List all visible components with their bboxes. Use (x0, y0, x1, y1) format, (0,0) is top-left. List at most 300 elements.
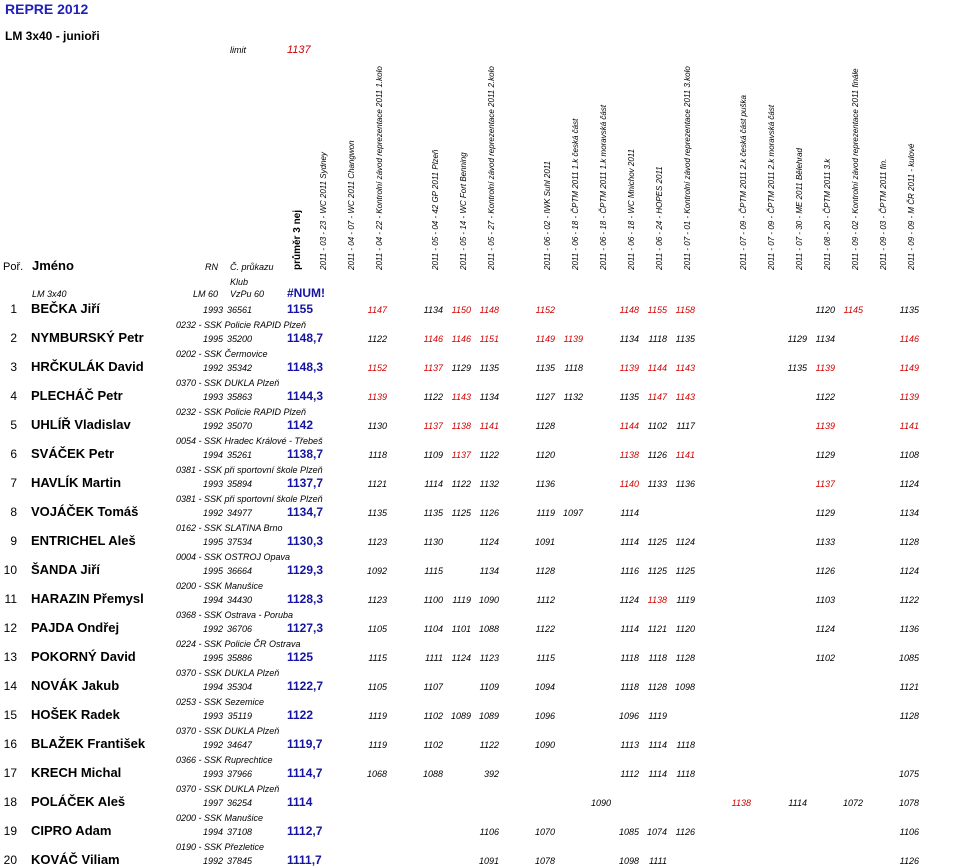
score-value: 1138 (647, 595, 667, 605)
club-name: 0370 - SSK DUKLA Plzeň (176, 726, 280, 736)
score-value: 1122 (451, 479, 471, 489)
rank-cell: 9 (10, 534, 17, 548)
shooter-name: HRČKULÁK David (31, 359, 144, 374)
rank-cell: 5 (10, 418, 17, 432)
shooter-name: BLAŽEK František (31, 736, 146, 751)
score-value: 1111 (648, 856, 667, 866)
score-value: 1118 (368, 450, 387, 460)
rank-cell: 2 (10, 331, 17, 345)
birth-year: 1995 (203, 334, 224, 344)
score-value: 1130 (367, 421, 387, 431)
score-value: 1119 (676, 595, 695, 605)
year-header: RN (205, 262, 218, 272)
page-title: REPRE 2012 (5, 1, 89, 17)
score-value: 1124 (675, 537, 695, 547)
score-value: 1139 (815, 363, 835, 373)
score-value: 1119 (452, 595, 471, 605)
score-value: 1108 (899, 450, 919, 460)
birth-year: 1992 (203, 856, 224, 866)
score-value: 1132 (563, 392, 583, 402)
score-value: 1121 (899, 682, 919, 692)
score-value: 1104 (423, 624, 443, 634)
score-value: 1146 (451, 334, 471, 344)
score-value: 1121 (367, 479, 387, 489)
score-value: 1128 (535, 421, 555, 431)
score-value: 1135 (367, 508, 387, 518)
score-value: 1123 (367, 595, 387, 605)
score-value: 1109 (423, 450, 443, 460)
score-value: 1128 (899, 711, 919, 721)
score-value: 1141 (675, 450, 695, 460)
rank-cell: 11 (4, 592, 17, 606)
score-value: 1119 (368, 711, 387, 721)
score-value: 1152 (535, 305, 555, 315)
shooter-name: HAVLÍK Martin (31, 475, 122, 490)
club-name: 0232 - SSK Policie RAPID Plzeň (176, 320, 307, 330)
score-value: 1105 (367, 624, 387, 634)
card-number-value: 36561 (226, 305, 252, 315)
score-value: 1125 (451, 508, 471, 518)
club-name: 0381 - SSK při sportovní škole Plzeň (176, 465, 323, 475)
score-value: 1125 (675, 566, 695, 576)
score-value: 1150 (451, 305, 471, 315)
score-value: 1143 (675, 363, 695, 373)
score-value: 1138 (731, 798, 751, 808)
score-value: 1111 (424, 653, 443, 663)
score-value: 1158 (675, 305, 695, 315)
score-value: 1090 (478, 595, 499, 605)
birth-year: 1994 (203, 450, 224, 460)
average-score: 1125 (287, 650, 314, 664)
score-value: 1135 (619, 392, 639, 402)
score-value: 1124 (899, 566, 919, 576)
score-value: 1119 (648, 711, 667, 721)
score-value: 1114 (620, 537, 639, 547)
score-value: 1118 (620, 653, 639, 663)
score-value: 1144 (619, 421, 639, 431)
birth-year: 1992 (203, 508, 224, 518)
score-value: 1151 (479, 334, 499, 344)
score-value: 1129 (451, 363, 471, 373)
score-value: 1133 (815, 537, 835, 547)
birth-year: 1993 (203, 305, 224, 315)
score-value: 1096 (618, 711, 639, 721)
score-value: 1134 (479, 566, 499, 576)
score-value: 1078 (898, 798, 919, 808)
birth-year: 1994 (203, 682, 224, 692)
score-value: 1122 (423, 392, 443, 402)
shooter-name: NYMBURSKÝ Petr (31, 330, 144, 345)
club-name: 0190 - SSK Přezletice (176, 842, 265, 852)
average-score: 1134,7 (287, 505, 324, 519)
card-number-value: 35894 (226, 479, 252, 489)
score-value: 1102 (423, 740, 443, 750)
score-value: 1136 (899, 624, 919, 634)
score-value: 1119 (368, 740, 387, 750)
score-value: 1122 (479, 450, 499, 460)
score-value: 1128 (535, 566, 555, 576)
score-value: 1092 (366, 566, 387, 576)
score-value: 1136 (675, 479, 695, 489)
score-value: 1106 (899, 827, 919, 837)
score-value: 1107 (423, 682, 443, 692)
vzpu-label: VzPu 60 (230, 289, 265, 299)
score-value: 1105 (367, 682, 387, 692)
score-value: 1116 (620, 566, 639, 576)
rank-cell: 13 (3, 650, 17, 664)
score-value: 1130 (423, 537, 443, 547)
birth-year: 1993 (203, 711, 224, 721)
score-value: 1102 (423, 711, 443, 721)
score-value: 1088 (422, 769, 443, 779)
birth-year: 1993 (203, 769, 224, 779)
birth-year: 1995 (203, 653, 224, 663)
club-name: 0054 - SSK Hradec Králové - Třebeš (176, 436, 323, 446)
score-value: 1132 (479, 479, 499, 489)
score-value: 1118 (564, 363, 583, 373)
average-score: 1122 (287, 708, 314, 722)
card-number-value: 35886 (226, 653, 252, 663)
shooter-name: BEČKA Jiří (31, 301, 100, 316)
shooter-name: HARAZIN Přemysl (31, 591, 144, 606)
score-value: 1124 (815, 624, 835, 634)
average-score: 1119,7 (287, 737, 323, 751)
score-value: 1126 (675, 827, 695, 837)
score-value: 1155 (647, 305, 667, 315)
score-value: 1126 (815, 566, 835, 576)
birth-year: 1992 (203, 421, 224, 431)
score-value: 1094 (534, 682, 555, 692)
score-value: 1133 (647, 479, 667, 489)
average-score: 1144,3 (287, 389, 324, 403)
card-number-value: 37845 (226, 856, 252, 866)
score-value: 1143 (675, 392, 695, 402)
score-value: 1120 (535, 450, 555, 460)
rank-cell: 19 (3, 824, 17, 838)
score-value: 1134 (423, 305, 443, 315)
rank-cell: 3 (10, 360, 17, 374)
score-value: 1139 (563, 334, 583, 344)
score-value: 1138 (451, 421, 471, 431)
score-value: 1122 (899, 595, 919, 605)
card-number-value: 37966 (226, 769, 252, 779)
birth-year: 1992 (203, 740, 224, 750)
score-value: 1138 (619, 450, 639, 460)
card-number-value: 35342 (226, 363, 252, 373)
lm60-label: LM 60 (193, 289, 219, 299)
score-value: 1085 (898, 653, 919, 663)
club-header: Klub (230, 277, 249, 287)
card-number-value: 34647 (226, 740, 252, 750)
score-value: 1114 (648, 740, 667, 750)
score-value: 1088 (478, 624, 499, 634)
score-value: 1096 (534, 711, 555, 721)
club-name: 0370 - SSK DUKLA Plzeň (176, 784, 280, 794)
score-value: 1090 (590, 798, 611, 808)
score-value: 1134 (619, 334, 639, 344)
score-value: 1098 (674, 682, 695, 692)
score-value: 1112 (620, 769, 639, 779)
score-value: 1115 (536, 653, 555, 663)
score-value: 1118 (676, 740, 695, 750)
score-value: 1089 (450, 711, 471, 721)
score-value: 1126 (479, 508, 499, 518)
num-error-cell: #NUM! (287, 286, 325, 300)
score-value: 1124 (899, 479, 919, 489)
birth-year: 1993 (203, 479, 224, 489)
score-value: 1139 (619, 363, 639, 373)
rank-cell: 10 (3, 563, 17, 577)
score-value: 1114 (424, 479, 443, 489)
club-name: 0366 - SSK Ruprechtice (176, 755, 273, 765)
rank-cell: 4 (10, 389, 17, 403)
average-score: 1122,7 (287, 679, 324, 693)
score-value: 1126 (647, 450, 667, 460)
birth-year: 1995 (203, 566, 224, 576)
score-value: 1114 (620, 508, 639, 518)
club-name: 0202 - SSK Čermovice (176, 349, 268, 359)
average-score: 1127,3 (287, 621, 324, 635)
rank-header: Poř. (3, 261, 24, 273)
birth-year: 1992 (203, 624, 224, 634)
club-name: 0162 - SSK SLATINA Brno (176, 523, 283, 533)
score-value: 1137 (423, 363, 443, 373)
average-score: 1138,7 (287, 447, 324, 461)
average-score: 1114 (287, 795, 313, 809)
shooter-name: POLÁČEK Aleš (31, 794, 126, 809)
discipline-title: LM 3x40 - junioři (5, 29, 100, 43)
card-header: Č. průkazu (230, 262, 274, 272)
rank-cell: 18 (3, 795, 17, 809)
score-value: 392 (483, 769, 499, 779)
rank-cell: 8 (10, 505, 17, 519)
score-value: 1112 (536, 595, 555, 605)
discipline-label: LM 3x40 (32, 289, 67, 299)
score-value: 1122 (367, 334, 387, 344)
average-score: 1112,7 (287, 824, 323, 838)
score-value: 1102 (647, 421, 667, 431)
score-value: 1119 (536, 508, 555, 518)
score-value: 1145 (843, 305, 863, 315)
limit-value: 1137 (287, 44, 311, 56)
score-value: 1078 (534, 856, 555, 866)
score-value: 1134 (899, 508, 919, 518)
score-value: 1113 (620, 740, 639, 750)
card-number-value: 37108 (226, 827, 252, 837)
rank-cell: 7 (10, 476, 17, 490)
average-score: 1137,7 (287, 476, 324, 490)
rank-cell: 1 (10, 302, 17, 316)
rank-cell: 16 (3, 737, 17, 751)
score-value: 1129 (815, 450, 835, 460)
score-value: 1091 (478, 856, 499, 866)
score-value: 1127 (535, 392, 555, 402)
birth-year: 1997 (203, 798, 224, 808)
score-value: 1128 (647, 682, 667, 692)
rank-cell: 6 (10, 447, 17, 461)
score-value: 1124 (479, 537, 499, 547)
score-value: 1101 (451, 624, 471, 634)
club-name: 0224 - SSK Policie ČR Ostrava (176, 639, 301, 649)
name-header: Jméno (32, 258, 74, 273)
club-name: 0368 - SSK Ostrava - Poruba (176, 610, 294, 620)
card-number-value: 35261 (226, 450, 252, 460)
score-value: 1137 (423, 421, 443, 431)
score-value: 1139 (367, 392, 387, 402)
score-value: 1122 (815, 392, 835, 402)
score-value: 1129 (787, 334, 807, 344)
score-value: 1129 (815, 508, 835, 518)
card-number-value: 35304 (226, 682, 252, 692)
card-number-value: 36254 (226, 798, 252, 808)
birth-year: 1994 (203, 827, 224, 837)
average-score: 1142 (287, 418, 314, 432)
score-value: 1118 (620, 682, 639, 692)
rank-cell: 14 (3, 679, 17, 693)
score-value: 1114 (788, 798, 807, 808)
average-score: 1130,3 (287, 534, 324, 548)
shooter-name: HOŠEK Radek (31, 707, 120, 722)
card-number-value: 37534 (226, 537, 252, 547)
score-value: 1136 (535, 479, 555, 489)
shooter-name: VOJÁČEK Tomáš (31, 504, 139, 519)
rank-cell: 12 (3, 621, 17, 635)
card-number-value: 35863 (226, 392, 252, 402)
club-name: 0370 - SSK DUKLA Plzeň (176, 378, 280, 388)
birth-year: 1992 (203, 363, 224, 373)
shooter-name: ENTRICHEL Aleš (31, 533, 136, 548)
score-value: 1100 (423, 595, 443, 605)
card-number-value: 34430 (226, 595, 252, 605)
club-name: 0200 - SSK Manušice (176, 813, 264, 823)
score-value: 1117 (676, 421, 695, 431)
score-value: 1089 (478, 711, 499, 721)
average-score: 1148,7 (287, 331, 324, 345)
score-value: 1123 (367, 537, 387, 547)
score-value: 1147 (647, 392, 667, 402)
score-value: 1143 (451, 392, 471, 402)
limit-label: limit (230, 45, 246, 55)
score-value: 1103 (815, 595, 835, 605)
score-value: 1146 (423, 334, 443, 344)
shooter-name: ŠANDA Jiří (31, 562, 100, 577)
score-value: 1114 (620, 624, 639, 634)
score-value: 1128 (899, 537, 919, 547)
score-value: 1134 (815, 334, 835, 344)
score-value: 1125 (647, 566, 667, 576)
average-score: 1114,7 (287, 766, 323, 780)
score-value: 1074 (646, 827, 667, 837)
score-value: 1147 (367, 305, 387, 315)
score-value: 1090 (534, 740, 555, 750)
score-value: 1135 (787, 363, 807, 373)
card-number-value: 35070 (226, 421, 252, 431)
club-name: 0232 - SSK Policie RAPID Plzeň (176, 407, 307, 417)
score-value: 1070 (534, 827, 555, 837)
card-number-value: 35200 (226, 334, 252, 344)
score-value: 1135 (675, 334, 695, 344)
score-value: 1124 (619, 595, 639, 605)
score-value: 1068 (366, 769, 387, 779)
score-value: 1118 (648, 653, 667, 663)
score-value: 1134 (479, 392, 499, 402)
score-value: 1135 (479, 363, 499, 373)
shooter-name: UHLÍŘ Vladislav (31, 417, 131, 432)
club-name: 0381 - SSK při sportovní škole Plzeň (176, 494, 323, 504)
score-value: 1137 (451, 450, 471, 460)
score-value: 1115 (368, 653, 387, 663)
rank-cell: 17 (3, 766, 17, 780)
shooter-name: NOVÁK Jakub (31, 678, 120, 693)
score-value: 1148 (479, 305, 499, 315)
birth-year: 1995 (203, 537, 224, 547)
score-value: 1128 (675, 653, 695, 663)
score-value: 1120 (815, 305, 835, 315)
score-value: 1135 (535, 363, 555, 373)
score-value: 1139 (815, 421, 835, 431)
rank-cell: 20 (3, 853, 17, 867)
birth-year: 1994 (203, 595, 224, 605)
shooter-name: KRECH Michal (31, 765, 122, 780)
score-value: 1097 (562, 508, 583, 518)
score-value: 1085 (618, 827, 639, 837)
score-value: 1122 (479, 740, 499, 750)
average-score: 1111,7 (287, 853, 322, 867)
score-value: 1091 (534, 537, 555, 547)
club-name: 0004 - SSK OSTROJ Opava (176, 552, 291, 562)
score-value: 1118 (648, 334, 667, 344)
score-value: 1137 (815, 479, 835, 489)
score-value: 1121 (647, 624, 667, 634)
club-name: 0370 - SSK DUKLA Plzeň (176, 668, 280, 678)
score-value: 1149 (899, 363, 919, 373)
score-value: 1140 (619, 479, 639, 489)
average-score: 1129,3 (287, 563, 324, 577)
shooter-name: POKORNÝ David (31, 649, 136, 664)
average-score: 1148,3 (287, 360, 324, 374)
score-value: 1125 (647, 537, 667, 547)
score-value: 1098 (618, 856, 639, 866)
score-value: 1114 (648, 769, 667, 779)
score-value: 1120 (675, 624, 695, 634)
score-value: 1149 (535, 334, 555, 344)
score-value: 1075 (898, 769, 919, 779)
shooter-name: PAJDA Ondřej (31, 620, 120, 635)
shooter-name: PLECHÁČ Petr (31, 388, 123, 403)
rank-cell: 15 (3, 708, 17, 722)
score-value: 1146 (899, 334, 919, 344)
average-score: 1155 (287, 302, 314, 316)
score-value: 1122 (535, 624, 555, 634)
score-value: 1135 (899, 305, 919, 315)
score-value: 1148 (619, 305, 639, 315)
score-value: 1115 (424, 566, 443, 576)
card-number-value: 36664 (226, 566, 252, 576)
score-value: 1106 (479, 827, 499, 837)
card-number-value: 36706 (226, 624, 252, 634)
club-name: 0253 - SSK Sezemice (176, 697, 265, 707)
score-value: 1072 (842, 798, 863, 808)
card-number-value: 35119 (227, 711, 252, 721)
shooter-name: KOVÁČ Viliam (31, 852, 120, 867)
average-score: 1128,3 (287, 592, 324, 606)
score-value: 1152 (367, 363, 387, 373)
score-value: 1123 (479, 653, 499, 663)
club-name: 0200 - SSK Manušice (176, 581, 264, 591)
score-value: 1102 (815, 653, 835, 663)
birth-year: 1993 (203, 392, 224, 402)
score-value: 1141 (479, 421, 499, 431)
